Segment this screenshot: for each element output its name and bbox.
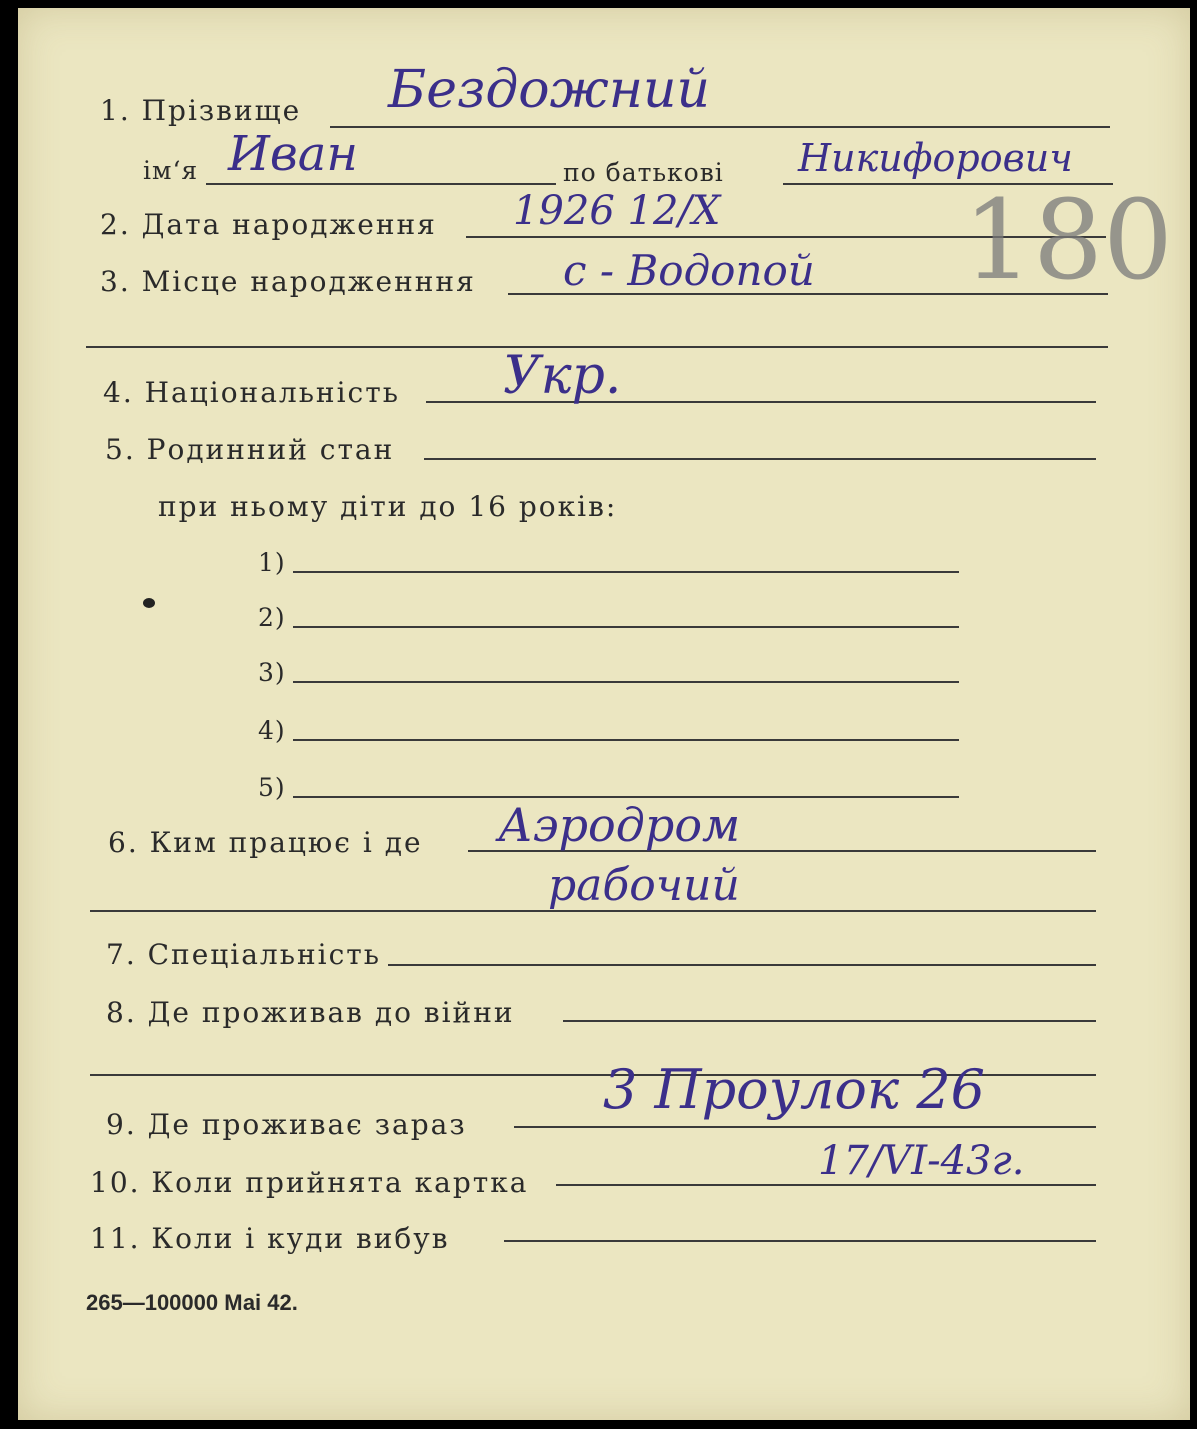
label-current-residence: 9. Де проживає зараз xyxy=(106,1108,467,1141)
line-prewar-residence xyxy=(563,1020,1096,1022)
pencil-number xyxy=(958,176,1173,304)
label-prewar-residence: 8. Де проживав до війни xyxy=(106,996,515,1029)
value-patronymic: Никифорович xyxy=(798,136,1073,180)
pencil-number-text: 180 xyxy=(963,176,1173,304)
punch-hole xyxy=(143,598,155,608)
value-work: Аэродром xyxy=(498,798,741,852)
line-surname xyxy=(330,126,1110,128)
label-children: при ньому діти до 16 років: xyxy=(158,490,618,523)
child-4-label: 4) xyxy=(258,716,286,745)
line-departure xyxy=(504,1240,1096,1242)
value-current-residence: 3 Проулок 26 xyxy=(603,1058,986,1121)
line-current-residence xyxy=(514,1126,1096,1128)
line-name xyxy=(206,183,556,185)
label-marital-status: 5. Родинний стан xyxy=(105,433,395,466)
label-nationality: 4. Національність xyxy=(103,376,400,409)
label-birth-date: 2. Дата народження xyxy=(100,208,437,241)
print-footer: 265—100000 Маі 42. xyxy=(86,1290,298,1315)
child-1-label: 1) xyxy=(258,548,286,577)
child-3-label: 3) xyxy=(258,658,286,687)
child-3-line xyxy=(293,681,959,683)
line-marital-status xyxy=(424,458,1096,460)
value-name: Иван xyxy=(228,126,359,182)
value-birth-place: с - Водопой xyxy=(563,246,815,295)
child-1-line xyxy=(293,571,959,573)
label-work: 6. Ким працює і де xyxy=(108,826,423,859)
label-surname: 1. Прізвище xyxy=(100,94,302,127)
value-nationality: Укр. xyxy=(503,346,622,406)
label-name: ім‘я xyxy=(143,156,199,185)
label-card-accepted: 10. Коли прийнята картка xyxy=(90,1166,529,1199)
label-birth-place: 3. Місце народженння xyxy=(100,265,476,298)
line-card-accepted xyxy=(556,1184,1096,1186)
child-2-label: 2) xyxy=(258,603,286,632)
value-card-accepted: 17/VI-43г. xyxy=(818,1138,1025,1184)
label-departure: 11. Коли і куди вибув xyxy=(90,1222,450,1255)
value-surname: Бездожний xyxy=(388,60,710,120)
child-5-label: 5) xyxy=(258,773,286,802)
child-4-line xyxy=(293,739,959,741)
child-2-line xyxy=(293,626,959,628)
label-specialty: 7. Спеціальність xyxy=(106,938,381,971)
label-patronymic: по батькові xyxy=(563,158,724,187)
line-specialty xyxy=(388,964,1096,966)
value-work-2: рабочий xyxy=(548,860,740,911)
value-birth-date: 1926 12/X xyxy=(513,188,721,234)
registration-card xyxy=(18,8,1190,1420)
